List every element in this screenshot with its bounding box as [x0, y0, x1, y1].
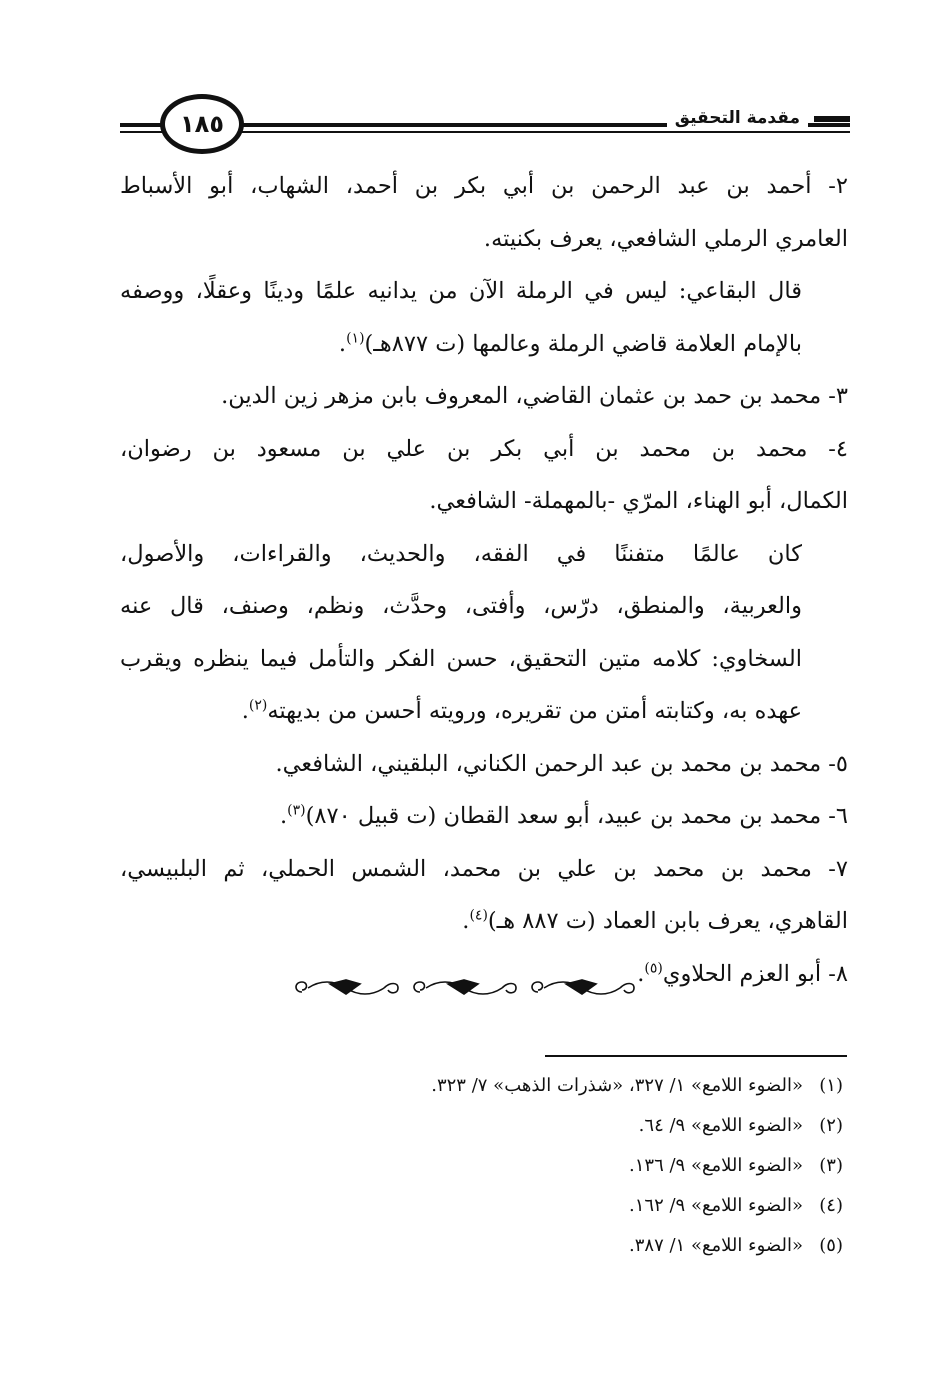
footnote-ref[interactable]: (١) — [346, 330, 365, 346]
text-line: ٣- محمد بن حمد بن عثمان القاضي، المعروف بابن مزهر زين الدين. — [221, 383, 848, 409]
footnote-text: «الضوء اللامع» ١/ ٣٢٧، «شذرات الذهب» ٧/ ٣٢٣. — [431, 1075, 803, 1096]
page-header — [120, 92, 850, 162]
main-text — [120, 160, 848, 1000]
section-ornament-icon — [290, 970, 640, 1006]
text-span: القاهري، يعرف بابن العماد (ت ٨٨٧ هـ) — [487, 908, 848, 934]
ornament-unit-icon — [296, 980, 398, 994]
footnote-item — [283, 1106, 843, 1146]
footnote-text: «الضوء اللامع» ٩/ ١٣٦. — [629, 1155, 803, 1176]
text-line: القاهري، يعرف بابن العماد (ت ٨٨٧ هـ)$^{(٤)}$. — [462, 907, 848, 934]
text-span: بالإمام العلامة قاضي الرملة وعالمها (ت ٨٧٧هـ) — [364, 330, 802, 357]
footnote-number: (٣) — [819, 1155, 843, 1176]
footnotes — [283, 1066, 843, 1266]
entry-4 — [120, 423, 848, 528]
text-line: الكمال، أبو الهناء، المرّي -بالمهملة- الشافعي. — [429, 488, 848, 514]
text-span: ٨- أبو العزم الحلاوي — [662, 960, 848, 987]
entry-5 — [120, 738, 848, 791]
ornament-unit-icon — [532, 980, 634, 994]
entry-2 — [120, 160, 848, 265]
footnote-text: «الضوء اللامع» ٩/ ١٦٢. — [629, 1195, 803, 1216]
ornament-unit-icon — [414, 980, 516, 994]
entry-3 — [120, 370, 848, 423]
text-line: العامري الرملي الشافعي، يعرف بكنيته. — [483, 225, 848, 252]
text-line: والعربية، والمنطق، درّس، وأفتى، وحدَّث، ونظم، وصنف، قال عنه — [120, 593, 802, 619]
text-line: ٧- محمد بن محمد بن علي بن محمد، الشمس الحملي، ثم البلبيسي، — [120, 855, 848, 882]
footnote-item — [283, 1186, 843, 1226]
text-line: ٢- أحمد بن عبد الرحمن بن أبي بكر بن أحمد، الشهاب، أبو الأسباط — [120, 173, 848, 199]
footnote-number: (١) — [819, 1075, 843, 1096]
entry-4-description — [120, 528, 848, 738]
footnote-ref[interactable]: (٣) — [287, 802, 306, 819]
text-line: عهده به، وكتابته أمتن من تقريره، ورويته أحسن من بديهته$^{(٢)}$. — [241, 697, 802, 724]
text-span: عهده به، وكتابته أمتن من تقريره، ورويته أحسن من بديهته — [267, 698, 802, 724]
footnote-separator — [545, 1055, 847, 1057]
footnote-item — [283, 1146, 843, 1186]
footnote-item — [283, 1226, 843, 1266]
footnote-item — [283, 1066, 843, 1106]
footnote-text: «الضوء اللامع» ٩/ ٦٤. — [638, 1115, 803, 1136]
footnote-ref[interactable]: (٥) — [644, 960, 663, 976]
running-title: مقدمة التحقيق — [667, 108, 808, 128]
footnote-number: (٤) — [819, 1195, 843, 1216]
footnote-ref[interactable]: (٢) — [248, 697, 268, 714]
footnote-number: (٢) — [819, 1115, 843, 1136]
entry-7 — [120, 843, 848, 948]
entry-6 — [120, 790, 848, 843]
text-span: ٦- محمد بن محمد بن عبيد، أبو سعد القطان (ت قبيل ٨٧٠) — [305, 803, 848, 829]
text-line: ٦- محمد بن محمد بن عبيد، أبو سعد القطان (ت قبيل ٨٧٠)$^{(٣)}$. — [280, 802, 848, 829]
page-number: ١٨٥ — [160, 94, 244, 154]
text-line: ٥- محمد بن محمد بن عبد الرحمن الكناني، البلقيني، الشافعي. — [275, 750, 848, 777]
text-line: ٤- محمد بن محمد بن أبي بكر بن علي بن مسعود بن رضوان، — [120, 435, 848, 462]
footnote-number: (٥) — [819, 1235, 843, 1256]
entry-2-quote — [120, 265, 848, 370]
text-line: بالإمام العلامة قاضي الرملة وعالمها (ت ٨٧٧هـ)$^{(١)}$. — [338, 330, 802, 357]
footnote-ref[interactable]: (٤) — [469, 907, 488, 924]
text-line: السخاوي: كلامه متين التحقيق، حسن الفكر والتأمل فيما ينظره ويقرب — [120, 645, 802, 672]
text-line: كان عالمًا متفننًا في الفقه، والحديث، والقراءات، والأصول، — [120, 540, 802, 567]
text-line: قال البقاعي: ليس في الرملة الآن من يدانيه علمًا ودينًا وعقلًا، ووصفه — [120, 278, 802, 304]
text-line: ٨- أبو العزم الحلاوي$^{(٥)}$. — [637, 960, 848, 987]
footnote-text: «الضوء اللامع» ١/ ٣٨٧. — [629, 1235, 803, 1256]
header-rule-end — [814, 116, 850, 122]
